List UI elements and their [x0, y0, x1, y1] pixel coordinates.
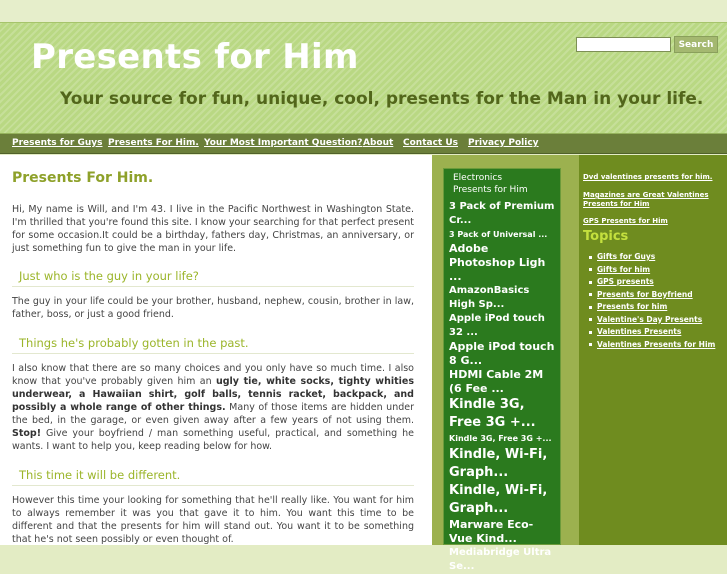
main-content	[0, 155, 432, 545]
search-button[interactable]: Search	[674, 36, 718, 53]
topic-item	[589, 326, 723, 339]
section-text-guy: The guy in your life could be your brother, husband, nephew, cousin, brother in law, father, boss, or just a good friend.	[12, 296, 414, 320]
product-widget	[443, 168, 561, 572]
topic-item	[589, 276, 723, 289]
topics-list	[589, 251, 723, 351]
nav-presents-for-him[interactable]: Presents For Him.	[108, 138, 199, 148]
section-text-past: I also know that there are so many choices and you only have so much time. I also know that you've probably given him an ugly tie, white socks, tighty whities underwear, a Hawaiian shirt, golf balls, tennis racket, backpack, and possibly a whole range of other things. Many of those items are hidden under the bed, in the garage, or even given away after a few years of not using them. Stop! Give your boyfriend / man something useful, practical, and something he wants. I want to help you, keep reading below for how.	[12, 363, 414, 452]
bullet-icon	[589, 281, 592, 284]
product-link[interactable]: HDMI Cable 2M (6 Fee ...	[449, 368, 544, 395]
topic-link[interactable]: Presents for Boyfriend	[597, 289, 693, 299]
topic-link[interactable]: Gifts for Guys	[597, 252, 656, 261]
page-title: Presents For Him.	[12, 170, 154, 186]
product-link[interactable]: Marware Eco-Vue Kind...	[449, 518, 534, 545]
right-sidebar	[579, 155, 727, 545]
topic-item	[589, 289, 723, 302]
search-input[interactable]	[576, 37, 671, 52]
product-link[interactable]: 3 Pack of Premium Cr...	[449, 201, 555, 226]
topic-link[interactable]: Valentines Presents	[597, 327, 682, 336]
main-nav	[0, 134, 727, 154]
product-widget-heading: Electronics Presents for Him	[453, 173, 528, 195]
section-heading-past: Things he's probably gotten in the past.	[12, 336, 414, 354]
topic-item	[589, 339, 723, 352]
topic-link[interactable]: Valentines Presents for Him	[597, 339, 716, 349]
product-link[interactable]: Adobe Photoshop Ligh ...	[449, 242, 546, 283]
nav-contact-us[interactable]: Contact Us	[403, 138, 459, 148]
top-strip	[0, 0, 727, 22]
product-link[interactable]: Kindle, Wi-Fi, Graph...	[449, 483, 548, 516]
bullet-icon	[589, 306, 592, 309]
product-link[interactable]: Apple iPod touch 8 G...	[449, 340, 555, 367]
topics-heading: Topics	[583, 229, 629, 244]
stop-bold: Stop!	[12, 428, 42, 439]
link-gps-presents[interactable]: GPS Presents for Him	[583, 217, 668, 225]
section-heading-different: This time it will be different.	[12, 468, 414, 486]
site-tagline: Your source for fun, unique, cool, presents for the Man in your life.	[60, 89, 704, 109]
product-link[interactable]: AmazonBasics High Sp...	[449, 285, 530, 310]
product-link[interactable]: Mediabridge Ultra Se...	[449, 547, 552, 572]
gift-list-bold: ugly tie, white socks, tighty whities underwear, a Hawaiian shirt, golf balls, tennis racket, backpack, and possibly a whole range of other things.	[12, 376, 414, 413]
site-title[interactable]: Presents for Him	[31, 37, 359, 77]
section-heading-guy: Just who is the guy in your life?	[12, 269, 414, 287]
nav-most-important-question[interactable]: Your Most Important Question?	[204, 138, 363, 148]
topic-link[interactable]: Presents for him	[597, 302, 668, 311]
site-header	[0, 22, 727, 134]
link-magazines-valentines[interactable]: Magazines are Great Valentines Presents for Him	[583, 191, 709, 208]
topic-link[interactable]: GPS presents	[597, 277, 654, 286]
nav-presents-for-guys[interactable]: Presents for Guys	[12, 138, 103, 148]
product-link[interactable]: Apple iPod touch 32 ...	[449, 313, 545, 338]
nav-privacy-policy[interactable]: Privacy Policy	[468, 138, 539, 148]
topic-item	[589, 251, 723, 264]
product-link[interactable]: 3 Pack of Universal ...	[449, 230, 548, 239]
topic-item	[589, 314, 723, 327]
intro-paragraph: Hi, My name is Will, and I'm 43. I live in the Pacific Northwest in Washington State. I'm thrilled that you're found this site. I know your searching for that perfect present for some occasion.It could be a birthday, fathers day, Christmas, an anniversary, or just something fun to give the man in your life.	[12, 204, 414, 254]
nav-about[interactable]: About	[363, 138, 394, 148]
bullet-icon	[589, 331, 592, 334]
product-link[interactable]: Kindle 3G, Free 3G +...	[449, 434, 552, 443]
topic-link[interactable]: Valentine's Day Presents	[597, 314, 703, 324]
bullet-icon	[589, 318, 592, 321]
section-text-different: However this time your looking for something that he'll really like. You want for him to always remember it was you that gave it to him. You want this time to be different and that the presents for him will stand out. You want it to be something that he's not seen possibly or even thought of.	[12, 495, 414, 545]
link-dvd-valentines[interactable]: Dvd valentines presents for him.	[583, 173, 713, 181]
topic-item	[589, 301, 723, 314]
topic-item	[589, 264, 723, 277]
product-list	[449, 200, 555, 574]
bullet-icon	[589, 256, 592, 259]
product-link[interactable]: Kindle 3G, Free 3G +...	[449, 397, 536, 430]
bullet-icon	[589, 293, 592, 296]
product-link[interactable]: Kindle, Wi-Fi, Graph...	[449, 447, 548, 480]
topic-link[interactable]: Gifts for him	[597, 264, 651, 274]
bullet-icon	[589, 268, 592, 271]
bullet-icon	[589, 343, 592, 346]
